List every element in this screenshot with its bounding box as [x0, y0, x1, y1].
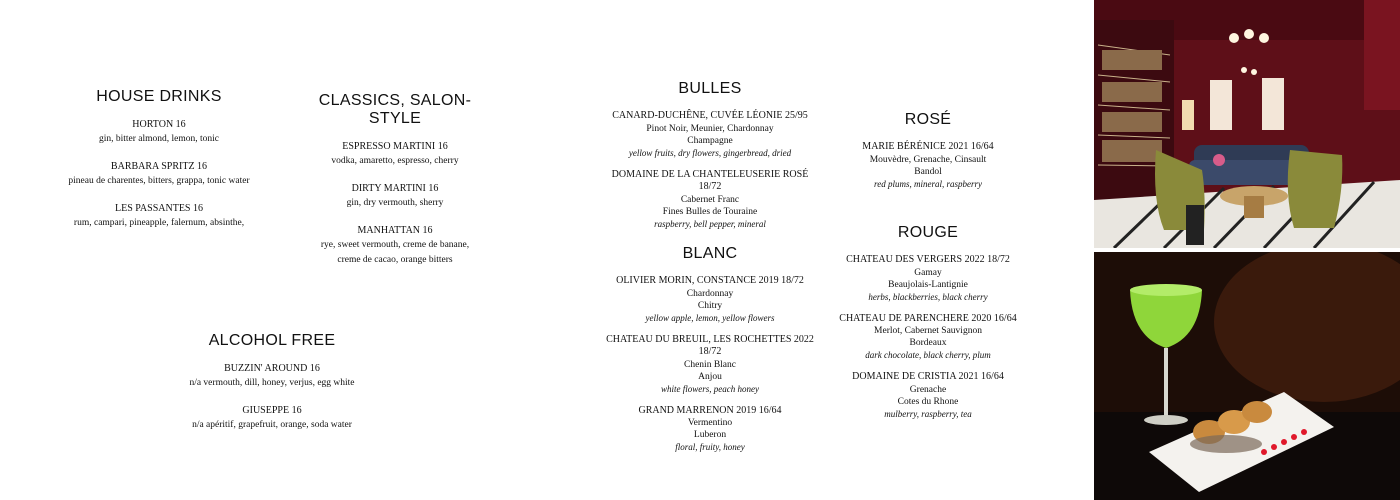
- wine-grapes: Vermentino: [687, 418, 733, 428]
- item-name: MANHATTAN 16: [357, 225, 433, 236]
- item-name: ESPRESSO MARTINI 16: [342, 141, 448, 152]
- section-title: BULLES: [678, 80, 742, 97]
- wine-region: Fines Bulles de Touraine: [662, 206, 758, 217]
- item-desc: gin, dry vermouth, sherry: [346, 198, 444, 208]
- section-title: BLANC: [682, 245, 738, 262]
- wine-grapes: Gamay: [914, 267, 942, 278]
- wine-notes: yellow apple, lemon, yellow flowers: [645, 312, 775, 323]
- wine-item: [600, 169, 820, 230]
- wine-grapes: Merlot, Cabernet Sauvignon: [874, 326, 982, 336]
- section-title: ROSÉ: [904, 111, 952, 128]
- item-name: BUZZIN' AROUND 16: [224, 363, 320, 374]
- wine-notes: white flowers, peach honey: [661, 383, 759, 394]
- wine-notes: yellow fruits, dry flowers, gingerbread, dried: [628, 147, 792, 158]
- wine-name: CHATEAU DES VERGERS 2022 18/72: [846, 254, 1010, 265]
- wine-grapes: Pinot Noir, Meunier, Chardonnay: [646, 123, 774, 134]
- wine-notes: mulberry, raspberry, tea: [884, 408, 972, 419]
- rose-section: [843, 111, 1013, 200]
- salon-interior-image: [1094, 0, 1400, 248]
- item-name: LES PASSANTES 16: [115, 203, 203, 214]
- wine-name: MARIE BÉRÉNICE 2021 16/64: [862, 141, 994, 152]
- wine-notes: red plums, mineral, raspberry: [874, 178, 982, 189]
- section-title: HOUSE DRINKS: [96, 88, 222, 105]
- wine-item: [605, 334, 815, 395]
- wine-name: DOMAINE DE CRISTIA 2021 16/64: [852, 371, 1004, 382]
- wine-grapes: Mouvèdre, Grenache, Cinsault: [869, 154, 987, 165]
- wine-region: Bordeaux: [909, 338, 947, 348]
- wine-grapes: Cabernet Franc: [680, 194, 740, 205]
- wine-name: DOMAINE DE LA CHANTELEUSERIE ROSÉ 18/72: [611, 168, 809, 192]
- cocktail-dish-photo: [1094, 252, 1400, 500]
- menu-item: [300, 140, 490, 169]
- wine-item: [600, 110, 820, 159]
- item-name: HORTON 16: [132, 119, 186, 130]
- wine-region: Cotes du Rhone: [897, 396, 959, 407]
- menu-item: [68, 118, 250, 147]
- wine-region: Beaujolais-Lantignie: [888, 279, 968, 290]
- wine-item: [833, 371, 1023, 420]
- rouge-section: [833, 224, 1023, 430]
- salon-interior-photo: [1094, 0, 1400, 248]
- section-title: ROUGE: [897, 224, 959, 241]
- wine-notes: herbs, blackberries, black cherry: [868, 291, 988, 302]
- wine-item: [605, 405, 815, 454]
- wine-region: Luberon: [693, 430, 727, 440]
- section-title: CLASSICS, SALON-STYLE: [318, 92, 472, 127]
- wine-grapes: Chardonnay: [686, 288, 734, 299]
- wine-notes: dark chocolate, black cherry, plum: [865, 350, 991, 360]
- wine-region: Champagne: [687, 135, 733, 146]
- wine-name: CHATEAU DU BREUIL, LES ROCHETTES 2022 18/72: [606, 333, 814, 357]
- wine-grapes: Grenache: [909, 384, 947, 395]
- wine-item: [605, 275, 815, 324]
- bulles-section: [600, 80, 820, 240]
- wine-name: GRAND MARRENON 2019 16/64: [638, 404, 782, 416]
- item-desc: rum, campari, pineapple, falernum, absinthe,: [73, 218, 245, 228]
- wine-region: Chitry: [697, 300, 723, 311]
- blanc-section: [605, 245, 815, 463]
- cocktail-dish-image: [1094, 252, 1400, 500]
- section-title: ALCOHOL FREE: [208, 332, 336, 349]
- item-desc: vodka, amaretto, espresso, cherry: [331, 156, 459, 166]
- wine-name: OLIVIER MORIN, CONSTANCE 2019 18/72: [616, 275, 804, 286]
- classics-section: [300, 92, 490, 281]
- wine-name: CANARD-DUCHÊNE, CUVÉE LÉONIE 25/95: [612, 110, 808, 121]
- wine-item: [833, 313, 1023, 362]
- item-name: GIUSEPPE 16: [242, 405, 302, 416]
- menu-item: [172, 362, 372, 391]
- item-desc: rye, sweet vermouth, creme de banane, creme de cacao, orange bitters: [320, 240, 470, 265]
- item-desc: gin, bitter almond, lemon, tonic: [98, 134, 220, 144]
- wine-name: CHATEAU DE PARENCHERE 2020 16/64: [839, 312, 1017, 324]
- wine-item: [843, 141, 1013, 190]
- item-name: DIRTY MARTINI 16: [351, 183, 439, 194]
- wine-region: Bandol: [914, 166, 942, 177]
- menu-item: [68, 160, 250, 189]
- wine-notes: raspberry, bell pepper, mineral: [654, 218, 766, 229]
- wine-grapes: Chenin Blanc: [684, 359, 736, 370]
- item-desc: pineau de charentes, bitters, grappa, tonic water: [68, 176, 250, 186]
- item-desc: n/a apéritif, grapefruit, orange, soda water: [192, 420, 352, 430]
- item-desc: n/a vermouth, dill, honey, verjus, egg white: [189, 378, 355, 388]
- alcohol-free-section: [172, 332, 372, 446]
- item-name: BARBARA SPRITZ 16: [110, 161, 208, 172]
- menu-item: [68, 202, 250, 231]
- wine-notes: floral, fruity, honey: [675, 442, 745, 452]
- wine-item: [833, 254, 1023, 303]
- house-drinks-section: [68, 88, 250, 244]
- menu-item: [172, 404, 372, 433]
- menu-item: [300, 182, 490, 211]
- wine-region: Anjou: [698, 371, 722, 382]
- menu-item: [300, 224, 490, 268]
